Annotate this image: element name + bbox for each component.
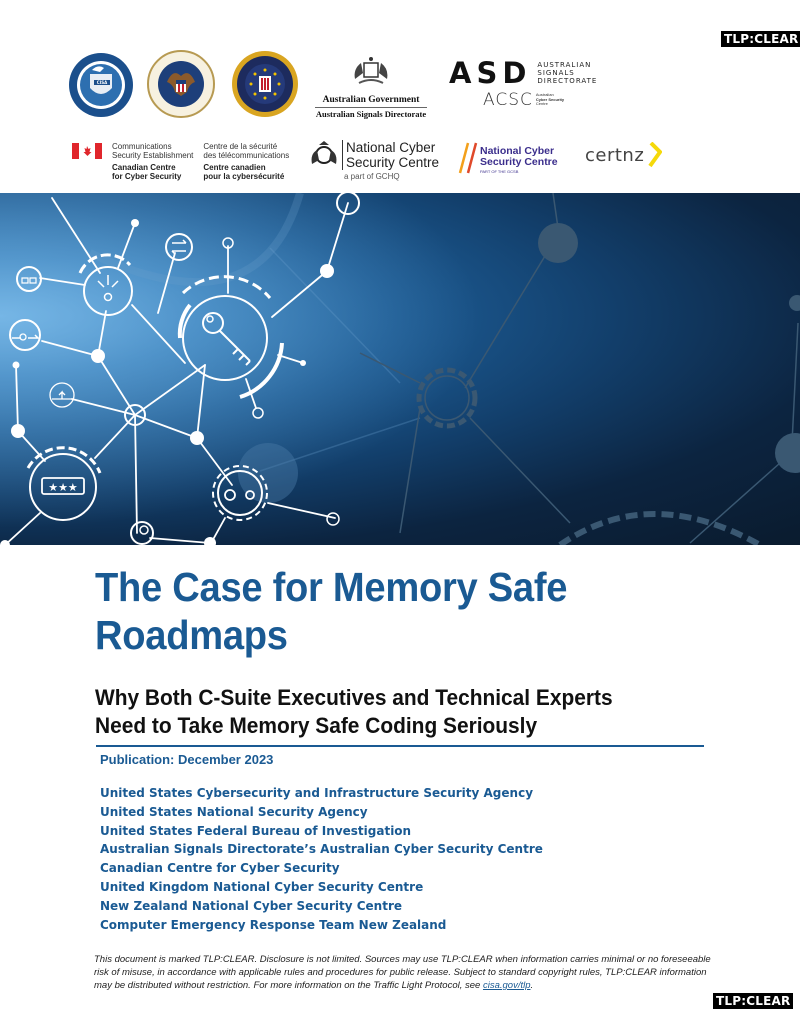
disclaimer-end: . — [530, 980, 534, 991]
tlp-marking-bottom: TLP:CLEAR — [713, 993, 793, 1009]
acsc-line1: Australian — [535, 92, 554, 98]
royal-crest-icon — [309, 140, 339, 168]
agency-item: United Kingdom National Cyber Security Centre — [100, 878, 424, 894]
agency-item: Australian Signals Directorate’s Australian Cyber Security Centre — [100, 841, 543, 857]
certnz-logo — [585, 142, 662, 168]
cse-fr-line2: des télécommunications — [203, 151, 290, 160]
cse-en-line1: Communications — [112, 142, 172, 151]
nz-ncsc-line2: Security Centre — [480, 156, 558, 168]
tlp-disclaimer — [94, 953, 714, 992]
agency-item: Canadian Centre for Cyber Security — [100, 860, 340, 876]
asd-line1: AUSTRALIAN — [537, 61, 592, 69]
document-title — [95, 563, 567, 659]
asd-logo — [449, 58, 597, 110]
nz-ncsc-logo — [458, 141, 558, 176]
acsc-logo — [483, 90, 597, 110]
acsc-mark: ACSC — [483, 90, 533, 110]
document-subtitle-line2: Need to Take Memory Safe Coding Seriously — [95, 713, 538, 738]
asd-line3: DIRECTORATE — [537, 77, 598, 85]
fbi-seal-logo — [231, 50, 299, 123]
uk-ncsc-line1: National Cyber — [346, 140, 436, 155]
svg-text:CISA: CISA — [96, 80, 108, 85]
network-key-illustration — [0, 193, 800, 545]
tlp-marking-top: TLP:CLEAR — [721, 31, 800, 47]
australian-government-label: Australian Government — [315, 94, 427, 108]
cse-en-line2: Security Establishment — [112, 151, 194, 160]
cccs-fr-line1: Centre canadien — [203, 163, 266, 172]
acsc-line3: Centre — [535, 101, 548, 107]
asd-line2: SIGNALS — [537, 69, 575, 77]
nz-ncsc-line1: National Cyber — [480, 145, 555, 157]
document-title-line2: Roadmaps — [95, 612, 288, 658]
certnz-chevron-icon — [648, 142, 662, 168]
uk-ncsc-line2: Security Centre — [346, 155, 440, 170]
agency-item: Computer Emergency Response Team New Zealand — [100, 916, 447, 932]
coat-of-arms-icon — [349, 55, 393, 89]
document-subtitle-line1: Why Both C-Suite Executives and Technical Experts — [95, 685, 613, 710]
document-title-line1: The Case for Memory Safe — [95, 564, 568, 610]
svg-text:★★★: ★★★ — [48, 481, 78, 494]
coauthoring-agencies-list — [100, 784, 561, 934]
agency-item: United States National Security Agency — [100, 803, 368, 819]
certnz-wordmark: certnz — [585, 144, 645, 166]
cccs-en-line1: Canadian Centre — [112, 163, 176, 172]
tlp-link[interactable]: cisa.gov/tlp — [482, 980, 531, 991]
document-subtitle — [95, 684, 613, 740]
disclaimer-text: This document is marked TLP:CLEAR. Disclosure is not limited. Sources may use TLP:CLEAR when information carries minimal or no foreseeable risk of misuse, in accordance with applicable rules and procedures for public release. Subject to standard copyright rules, TLP:CLEAR information may be distributed without restriction. For more information on the Traffic Light Protocol, see — [94, 954, 711, 991]
nsa-seal-logo — [147, 50, 215, 123]
gcsb-label: PART OF THE GCSB — [480, 169, 519, 174]
agency-item: New Zealand National Cyber Security Centre — [100, 897, 403, 913]
gchq-label: a part of GCHQ — [344, 172, 400, 181]
publication-date: Publication: December 2023 — [100, 752, 274, 767]
title-divider — [96, 745, 704, 747]
agency-item: United States Federal Bureau of Investigation — [100, 822, 412, 838]
cover-banner-network-image — [0, 193, 800, 545]
cccs-fr-line2: pour la cybersécurité — [203, 172, 285, 181]
canada-flag-icon — [72, 143, 102, 159]
cse-fr-line1: Centre de la sécurité — [203, 142, 278, 151]
uk-ncsc-logo — [309, 140, 439, 170]
agency-item: United States Cybersecurity and Infrastructure Security Agency — [100, 785, 534, 800]
australian-government-logo — [315, 55, 427, 120]
asd-label: Australian Signals Directorate — [315, 109, 427, 119]
cccs-en-line2: for Cyber Security — [112, 172, 182, 181]
acsc-line2: Cyber Security — [535, 96, 565, 102]
canada-cse-logo — [72, 142, 289, 181]
asd-mark: ASD — [449, 56, 532, 90]
cisa-seal-logo — [68, 52, 134, 123]
nz-ncsc-slashes-icon — [458, 141, 478, 175]
